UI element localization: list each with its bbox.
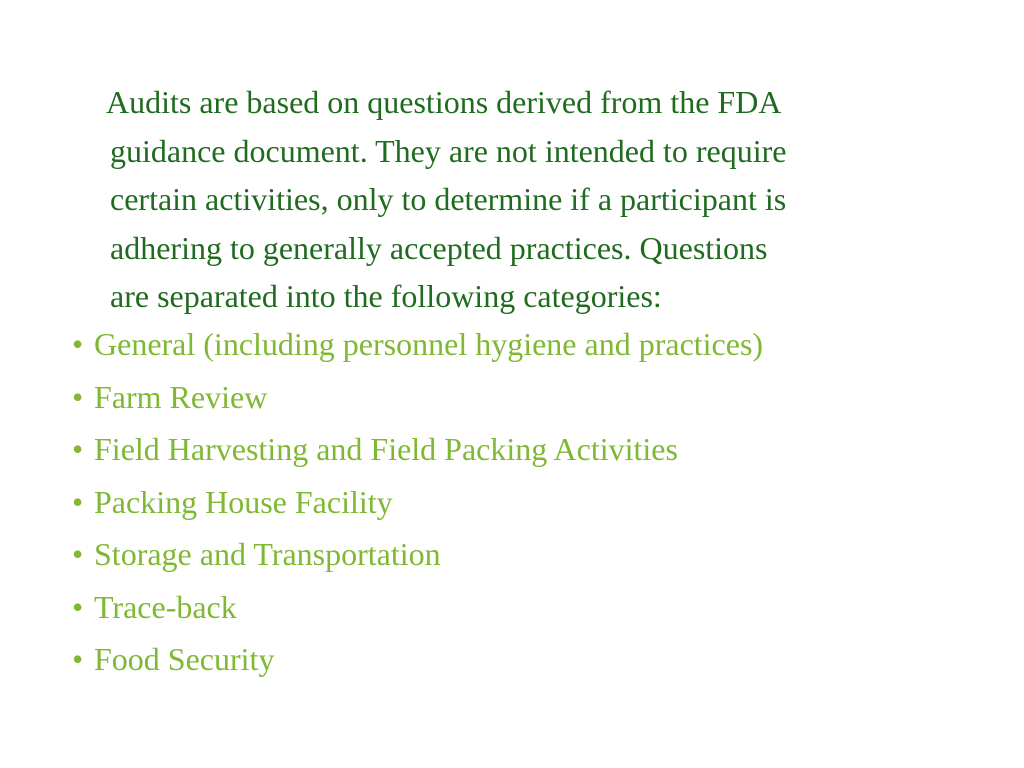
category-label: Packing House Facility [94, 483, 393, 520]
category-label: Storage and Transportation [94, 536, 441, 572]
category-label: Field Harvesting and Field Packing Activities [94, 431, 678, 467]
bullet: • [72, 378, 84, 415]
category-item-packing-house [72, 476, 763, 529]
bullet: • [72, 483, 84, 520]
category-label: Food Security [94, 641, 275, 677]
intro-line: are separated into the following categories: [110, 278, 662, 314]
bullet: • [72, 536, 84, 572]
category-item-food-security [72, 633, 763, 686]
category-item-farm-review [72, 371, 763, 424]
category-item-field-harvesting [72, 423, 763, 476]
intro-line: adhering to generally accepted practices. Questions [110, 229, 768, 266]
category-label: General (including personnel hygiene and practices) [94, 326, 764, 362]
category-item-trace-back [72, 581, 763, 634]
category-item-storage [72, 528, 763, 581]
category-list [72, 318, 763, 686]
category-item-general [72, 318, 763, 371]
intro-line: Audits are based on questions derived from the FDA [106, 84, 782, 120]
bullet: • [72, 431, 84, 467]
bullet: • [72, 588, 84, 625]
category-label: Trace-back [94, 588, 237, 625]
intro-line: guidance document. They are not intended to require [110, 132, 787, 169]
category-label: Farm Review [94, 378, 268, 415]
bullet: • [72, 326, 84, 362]
intro-line: certain activities, only to determine if a participant is [110, 181, 787, 217]
intro-paragraph [106, 78, 980, 321]
bullet: • [72, 641, 84, 677]
